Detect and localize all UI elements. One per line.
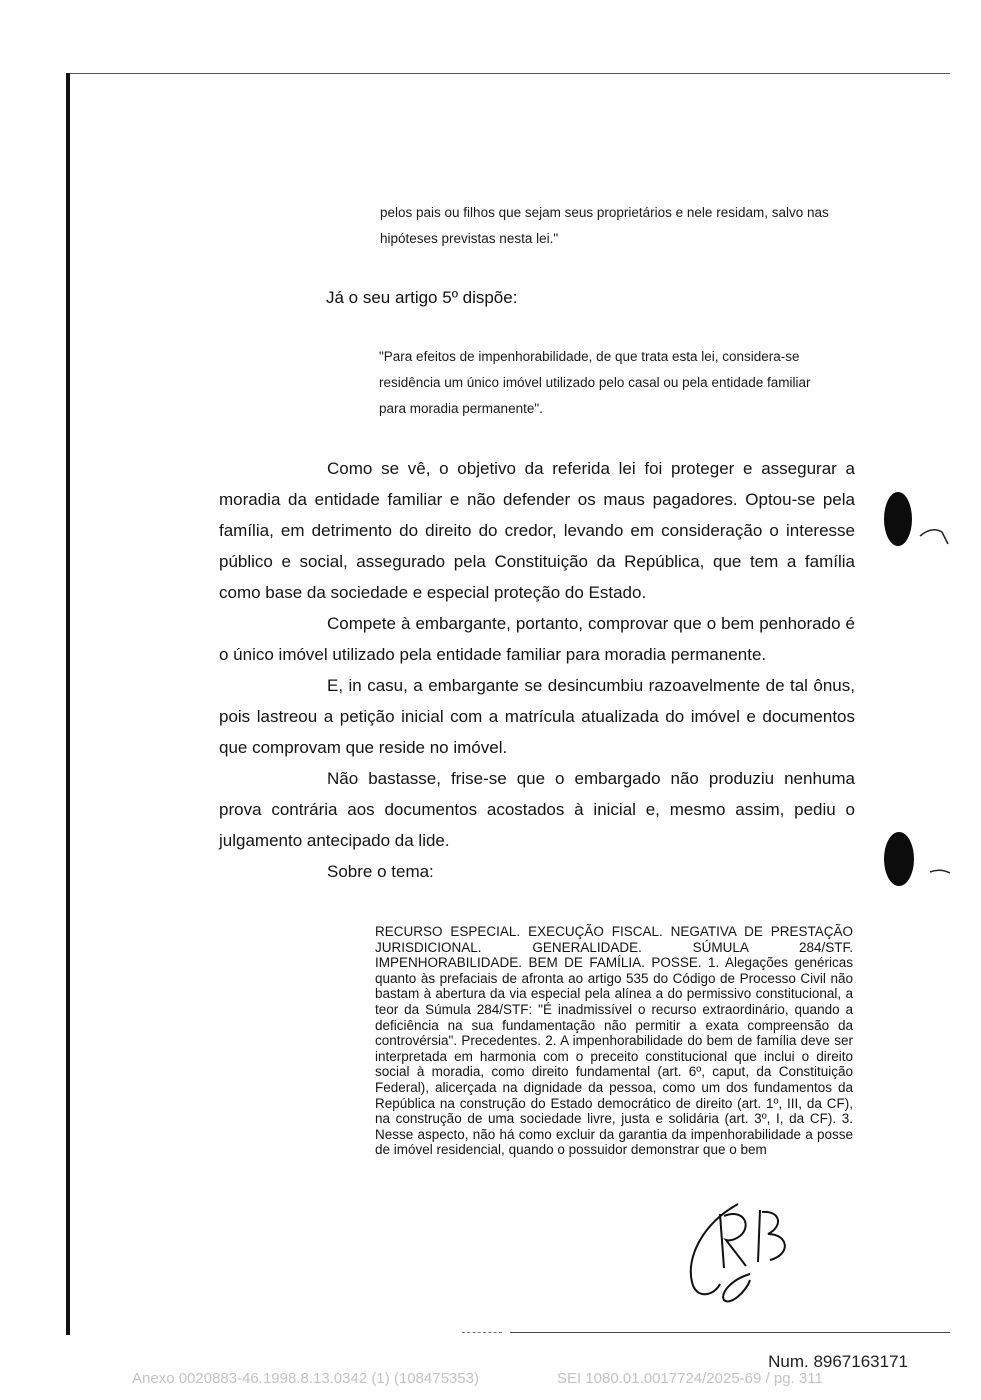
bottom-rule — [510, 1332, 950, 1333]
document-number: Num. 8967163171 — [768, 1352, 908, 1371]
sobre-tema: Sobre o tema: — [327, 862, 434, 881]
quote-line: "Para efeitos de impenhorabilidade, de que trata esta lei, considera-se — [379, 349, 800, 364]
ink-blot — [884, 832, 914, 886]
ementa-text: RECURSO ESPECIAL. EXECUÇÃO FISCAL. NEGATIVA DE PRESTAÇÃO JURISDICIONAL. GENERALIDADE. SÚMULA 284/STF. IMPENHORABILIDADE. BEM DE FAMÍLIA. POSSE. 1. Alegações genéricas quanto às prefaciais de afronta ao artigo 535 do Código de Processo Civil não bastam à abertura da via especial pela alínea a do permissivo constitucional, a teor da Súmula 284/STF: "É inadmissível o recurso extraordinário, quando a deficiência na sua fundamentação não permitir a exata compreensão da controvérsia". Precedentes. 2. A impenhorabilidade do bem de família deve ser interpretada em harmonia com o preceito constitucional que inclui o direito social à moradia, como direito fundamental (art. 6º, caput, da Constituição Federal), alicerçada na dignidade da pessoa, como um dos fundamentos da República na construção do Estado democrático de direito (art. 1º, III, da CF), na construção de uma sociedade livre, justa e solidária (art. 3º, I, da CF). 3. Nesse aspecto, não há como excluir da garantia da impenhorabilidade a posse de imóvel residencial, quando o possuidor demonstrar que o bem — [375, 924, 853, 1158]
quote-art5 — [379, 344, 856, 422]
left-margin-bar — [66, 73, 70, 1335]
ink-mark — [928, 864, 952, 878]
ementa-citation — [375, 924, 853, 1158]
ink-mark — [918, 524, 954, 548]
sei-reference: SEI 1080.01.0017724/2025-69 / pg. 311 — [557, 1370, 823, 1387]
top-rule — [70, 73, 950, 74]
body-paragraphs — [219, 453, 855, 887]
quote-line: para moradia permanente". — [379, 401, 543, 416]
paragraph: Como se vê, o objetivo da referida lei foi proteger e assegurar a moradia da entidade familiar e não defender os maus pagadores. Optou-se pela família, em detrimento do direito do credor, levando em consideração o interesse público e social, assegurado pela Constituição da República, que tem a família como base da sociedade e especial proteção do Estado. — [219, 459, 855, 602]
annex-reference: Anexo 0020883-46.1998.8.13.0342 (1) (108475353) — [132, 1370, 479, 1387]
quote-line: residência um único imóvel utilizado pelo casal ou pela entidade familiar — [379, 375, 811, 390]
paragraph: Não bastasse, frise-se que o embargado não produziu nenhuma prova contrária aos documentos acostados à inicial e, mesmo assim, pediu o julgamento antecipado da lide. — [219, 769, 855, 850]
signature-image — [680, 1196, 810, 1308]
ink-blot — [884, 492, 912, 546]
paragraph: E, in casu, a embargante se desincumbiu razoavelmente de tal ônus, pois lastreou a petição inicial com a matrícula atualizada do imóvel e documentos que comprovam que reside no imóvel. — [219, 676, 855, 757]
bottom-dash — [462, 1332, 502, 1333]
quote-line: hipóteses previstas nesta lei." — [380, 231, 559, 246]
quote-continuation — [380, 200, 860, 252]
artigo-intro: Já o seu artigo 5º dispõe: — [326, 288, 518, 307]
paragraph: Compete à embargante, portanto, comprovar que o bem penhorado é o único imóvel utilizado pela entidade familiar para moradia permanente. — [219, 614, 855, 664]
quote-line: pelos pais ou filhos que sejam seus proprietários e nele residam, salvo nas — [380, 205, 829, 220]
